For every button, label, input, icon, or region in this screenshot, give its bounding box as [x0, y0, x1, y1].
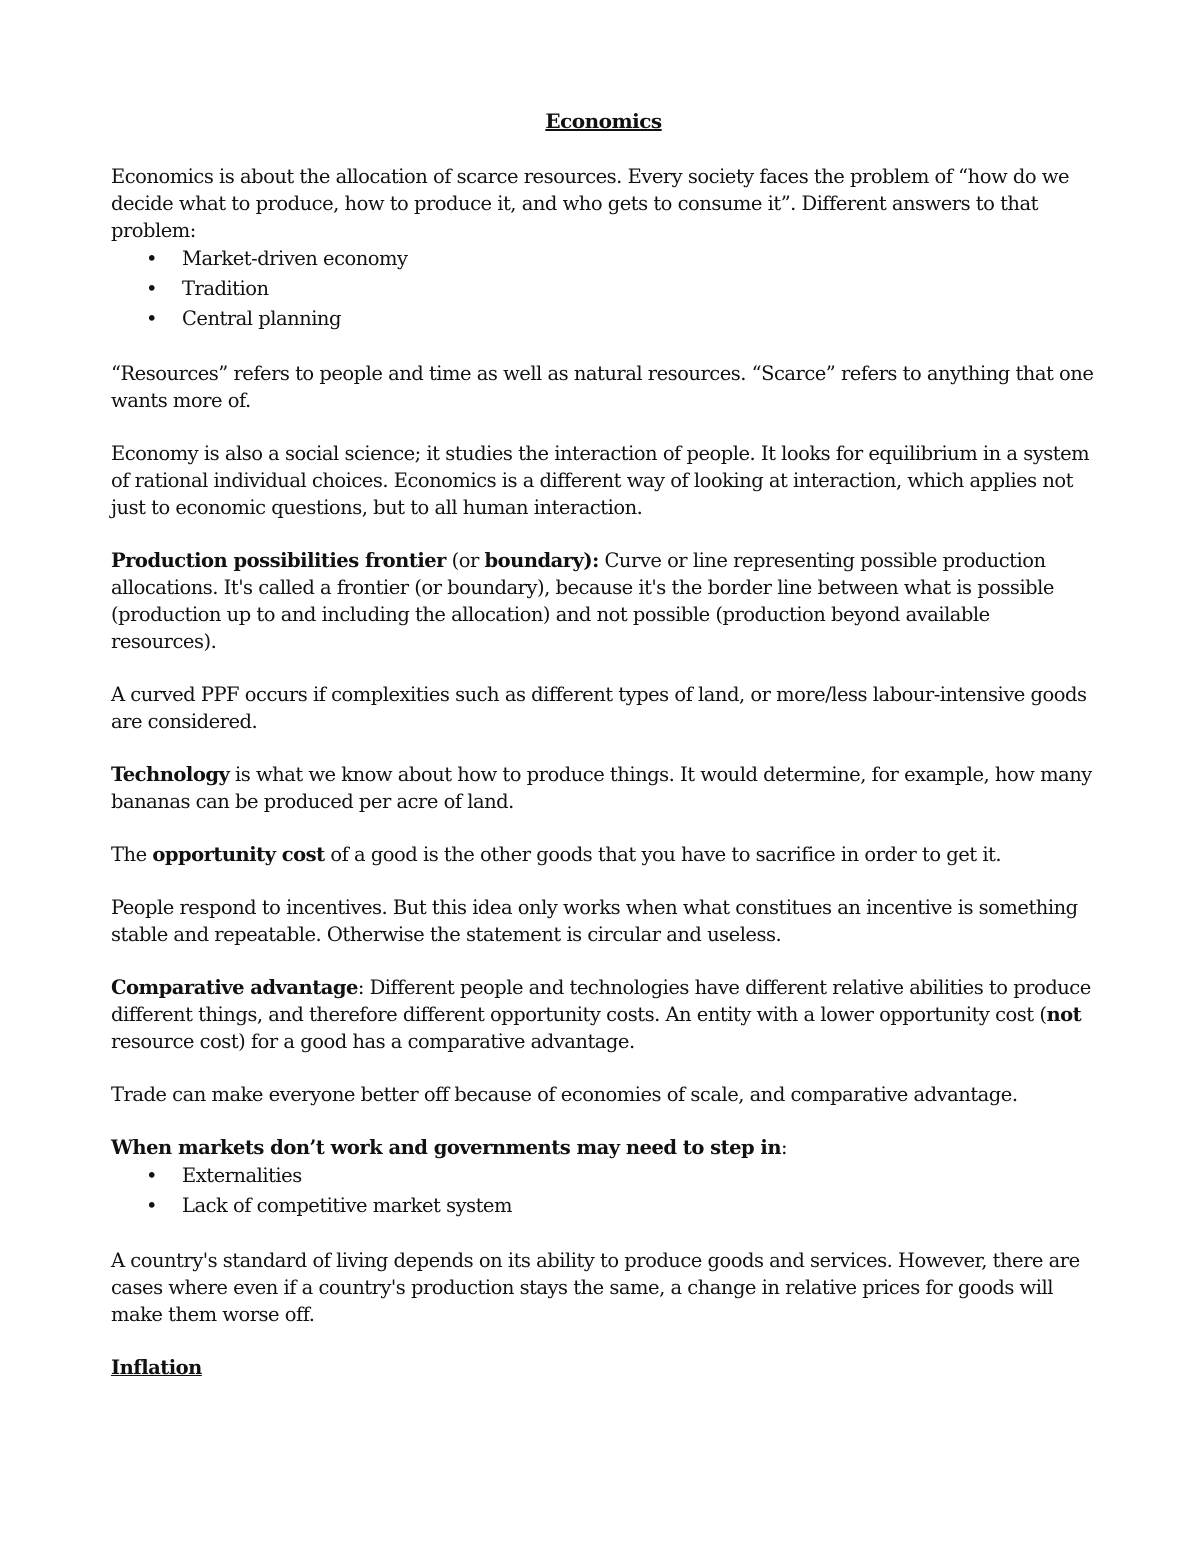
- list-item: • Lack of competitive market system: [111, 1191, 1096, 1221]
- bullet-icon: •: [146, 1194, 158, 1217]
- answers-list: [111, 244, 1096, 334]
- inflation-heading: Inflation: [111, 1356, 202, 1379]
- comparative-advantage-paragraph: Comparative advantage: Different people and technologies have different relative abilities to produce different things, and therefore different opportunity costs. An entity with a lower opportunity cost (not resource cost) for a good has a comparative advantage.: [111, 976, 1091, 1053]
- list-item: • Central planning: [111, 304, 1096, 334]
- ppf-definition: Curve or line representing possible production allocations. It's called a frontier (or boundary), because it's the border line between what is possible (production up to and including the allocation) and not possible (production beyond available resources).: [111, 549, 1054, 653]
- bullet-icon: •: [146, 307, 158, 330]
- technology-paragraph: Technology is what we know about how to produce things. It would determine, for example, how many bananas can be produced per acre of land.: [111, 763, 1092, 813]
- emphasis-not: not: [1046, 1003, 1082, 1026]
- market-failure-heading: When markets don’t work and governments may need to step in:: [111, 1136, 788, 1159]
- document-page: [111, 108, 1096, 1407]
- list-item: • Market-driven economy: [111, 244, 1096, 274]
- incentives-paragraph: People respond to incentives. But this idea only works when what constitues an incentive is something stable and repeatable. Otherwise the statement is circular and useless.: [111, 896, 1078, 946]
- ppf-alt-term: boundary: [484, 549, 584, 572]
- bullet-icon: •: [146, 247, 158, 270]
- opportunity-cost-term: opportunity cost: [152, 843, 325, 866]
- technology-term: Technology: [111, 763, 230, 786]
- bullet-icon: •: [146, 277, 158, 300]
- trade-paragraph: Trade can make everyone better off because of economies of scale, and comparative advantage.: [111, 1083, 1018, 1106]
- curved-ppf-paragraph: A curved PPF occurs if complexities such as different types of land, or more/less labour-intensive goods are considered.: [111, 683, 1087, 733]
- bullet-icon: •: [146, 1164, 158, 1187]
- list-item: • Tradition: [111, 274, 1096, 304]
- resources-paragraph: “Resources” refers to people and time as well as natural resources. “Scarce” refers to anything that one wants more of.: [111, 362, 1094, 412]
- comparative-advantage-term: Comparative advantage: [111, 976, 358, 999]
- intro-paragraph: Economics is about the allocation of scarce resources. Every society faces the problem of “how do we decide what to produce, how to produce it, and who gets to consume it”. Different answers to that problem:: [111, 165, 1069, 242]
- page-title: Economics: [545, 109, 662, 133]
- ppf-paragraph: Production possibilities frontier (or boundary): Curve or line representing possible production allocations. It's called a frontier (or boundary), because it's the border line between what is possible (production up to and including the allocation) and not possible (production beyond available resources).: [111, 549, 1054, 653]
- market-failure-list: [111, 1161, 1096, 1221]
- opportunity-cost-paragraph: The opportunity cost of a good is the other goods that you have to sacrifice in order to get it.: [111, 843, 1002, 866]
- ppf-term: Production possibilities frontier: [111, 549, 446, 572]
- social-science-paragraph: Economy is also a social science; it studies the interaction of people. It looks for equilibrium in a system of rational individual choices. Economics is a different way of looking at interaction, which applies not just to economic questions, but to all human interaction.: [111, 442, 1090, 519]
- list-item: • Externalities: [111, 1161, 1096, 1191]
- living-standard-paragraph: A country's standard of living depends on its ability to produce goods and services. However, there are cases where even if a country's production stays the same, a change in relative prices for goods will make them worse off.: [111, 1249, 1080, 1326]
